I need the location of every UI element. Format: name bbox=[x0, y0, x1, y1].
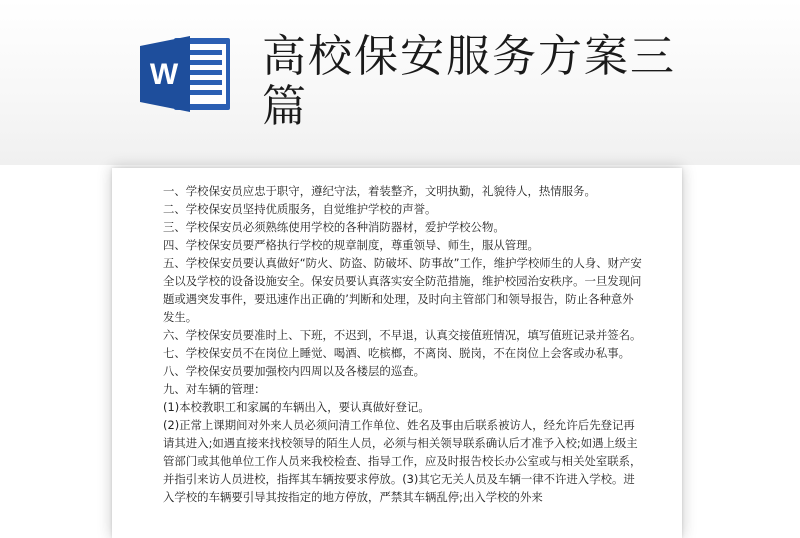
paragraph: 五、学校保安员要认真做好“防火、防盗、防破坏、防事故”工作，维护学校师生的人身、财产安全以及学校的设备设施安全。保安员要认真落实安全防范措施，维护校园治安秩序。一旦发现问题或遇突发事件，要迅速作出正确的’判断和处理，及时向主管部门和领导报告，防止各种意外发生。 bbox=[163, 256, 642, 324]
paragraph: 七、学校保安员不在岗位上睡觉、喝酒、吃槟榔，不离岗、脱岗，不在岗位上会客或办私事。 bbox=[163, 346, 631, 360]
word-document-icon bbox=[140, 34, 232, 114]
paragraph: 一、学校保安员应忠于职守，遵纪守法，着装整齐，文明执勤，礼貌待人，热情服务。 bbox=[163, 184, 596, 198]
paragraph: (1)本校教职工和家属的车辆出入，要认真做好登记。 bbox=[163, 400, 430, 414]
paragraph: 三、学校保安员必须熟练使用学校的各种消防器材，爱护学校公物。 bbox=[163, 220, 505, 234]
document-title: 高校保安服务方案三篇 bbox=[262, 31, 676, 132]
paragraph: (2)正常上课期间对外来人员必须问清工作单位、姓名及事由后联系被访人，经允许后先登记再请其进入;如遇直接来找校领导的陌生人员，必须与相关领导联系确认后才准予入校;如遇上级主管部门或其他单位工作人员来我校检查、指导工作，应及时报告校长办公室或与相关处室联系，并指引来访人员进校，指挥其车辆按要求停放。(3)其它无关人员及车辆一律不许进入学校。进入学校的车辆要引导其按指定的地方停放，严禁其车辆乱停;出入学校的外来 bbox=[163, 418, 642, 504]
paragraph: 六、学校保安员要准时上、下班，不迟到，不早退，认真交接值班情况，填写值班记录并签名。 bbox=[163, 328, 642, 342]
paragraph: 八、学校保安员要加强校内四周以及各楼层的巡查。 bbox=[163, 364, 425, 378]
paragraph: 二、学校保安员坚持优质服务，自觉维护学校的声誉。 bbox=[163, 202, 437, 216]
document-body bbox=[163, 182, 643, 506]
paragraph: 四、学校保安员要严格执行学校的规章制度，尊重领导、师生，服从管理。 bbox=[163, 238, 539, 252]
word-icon-letter: W bbox=[149, 58, 179, 91]
paragraph: 九、对车辆的管理： bbox=[163, 382, 266, 396]
